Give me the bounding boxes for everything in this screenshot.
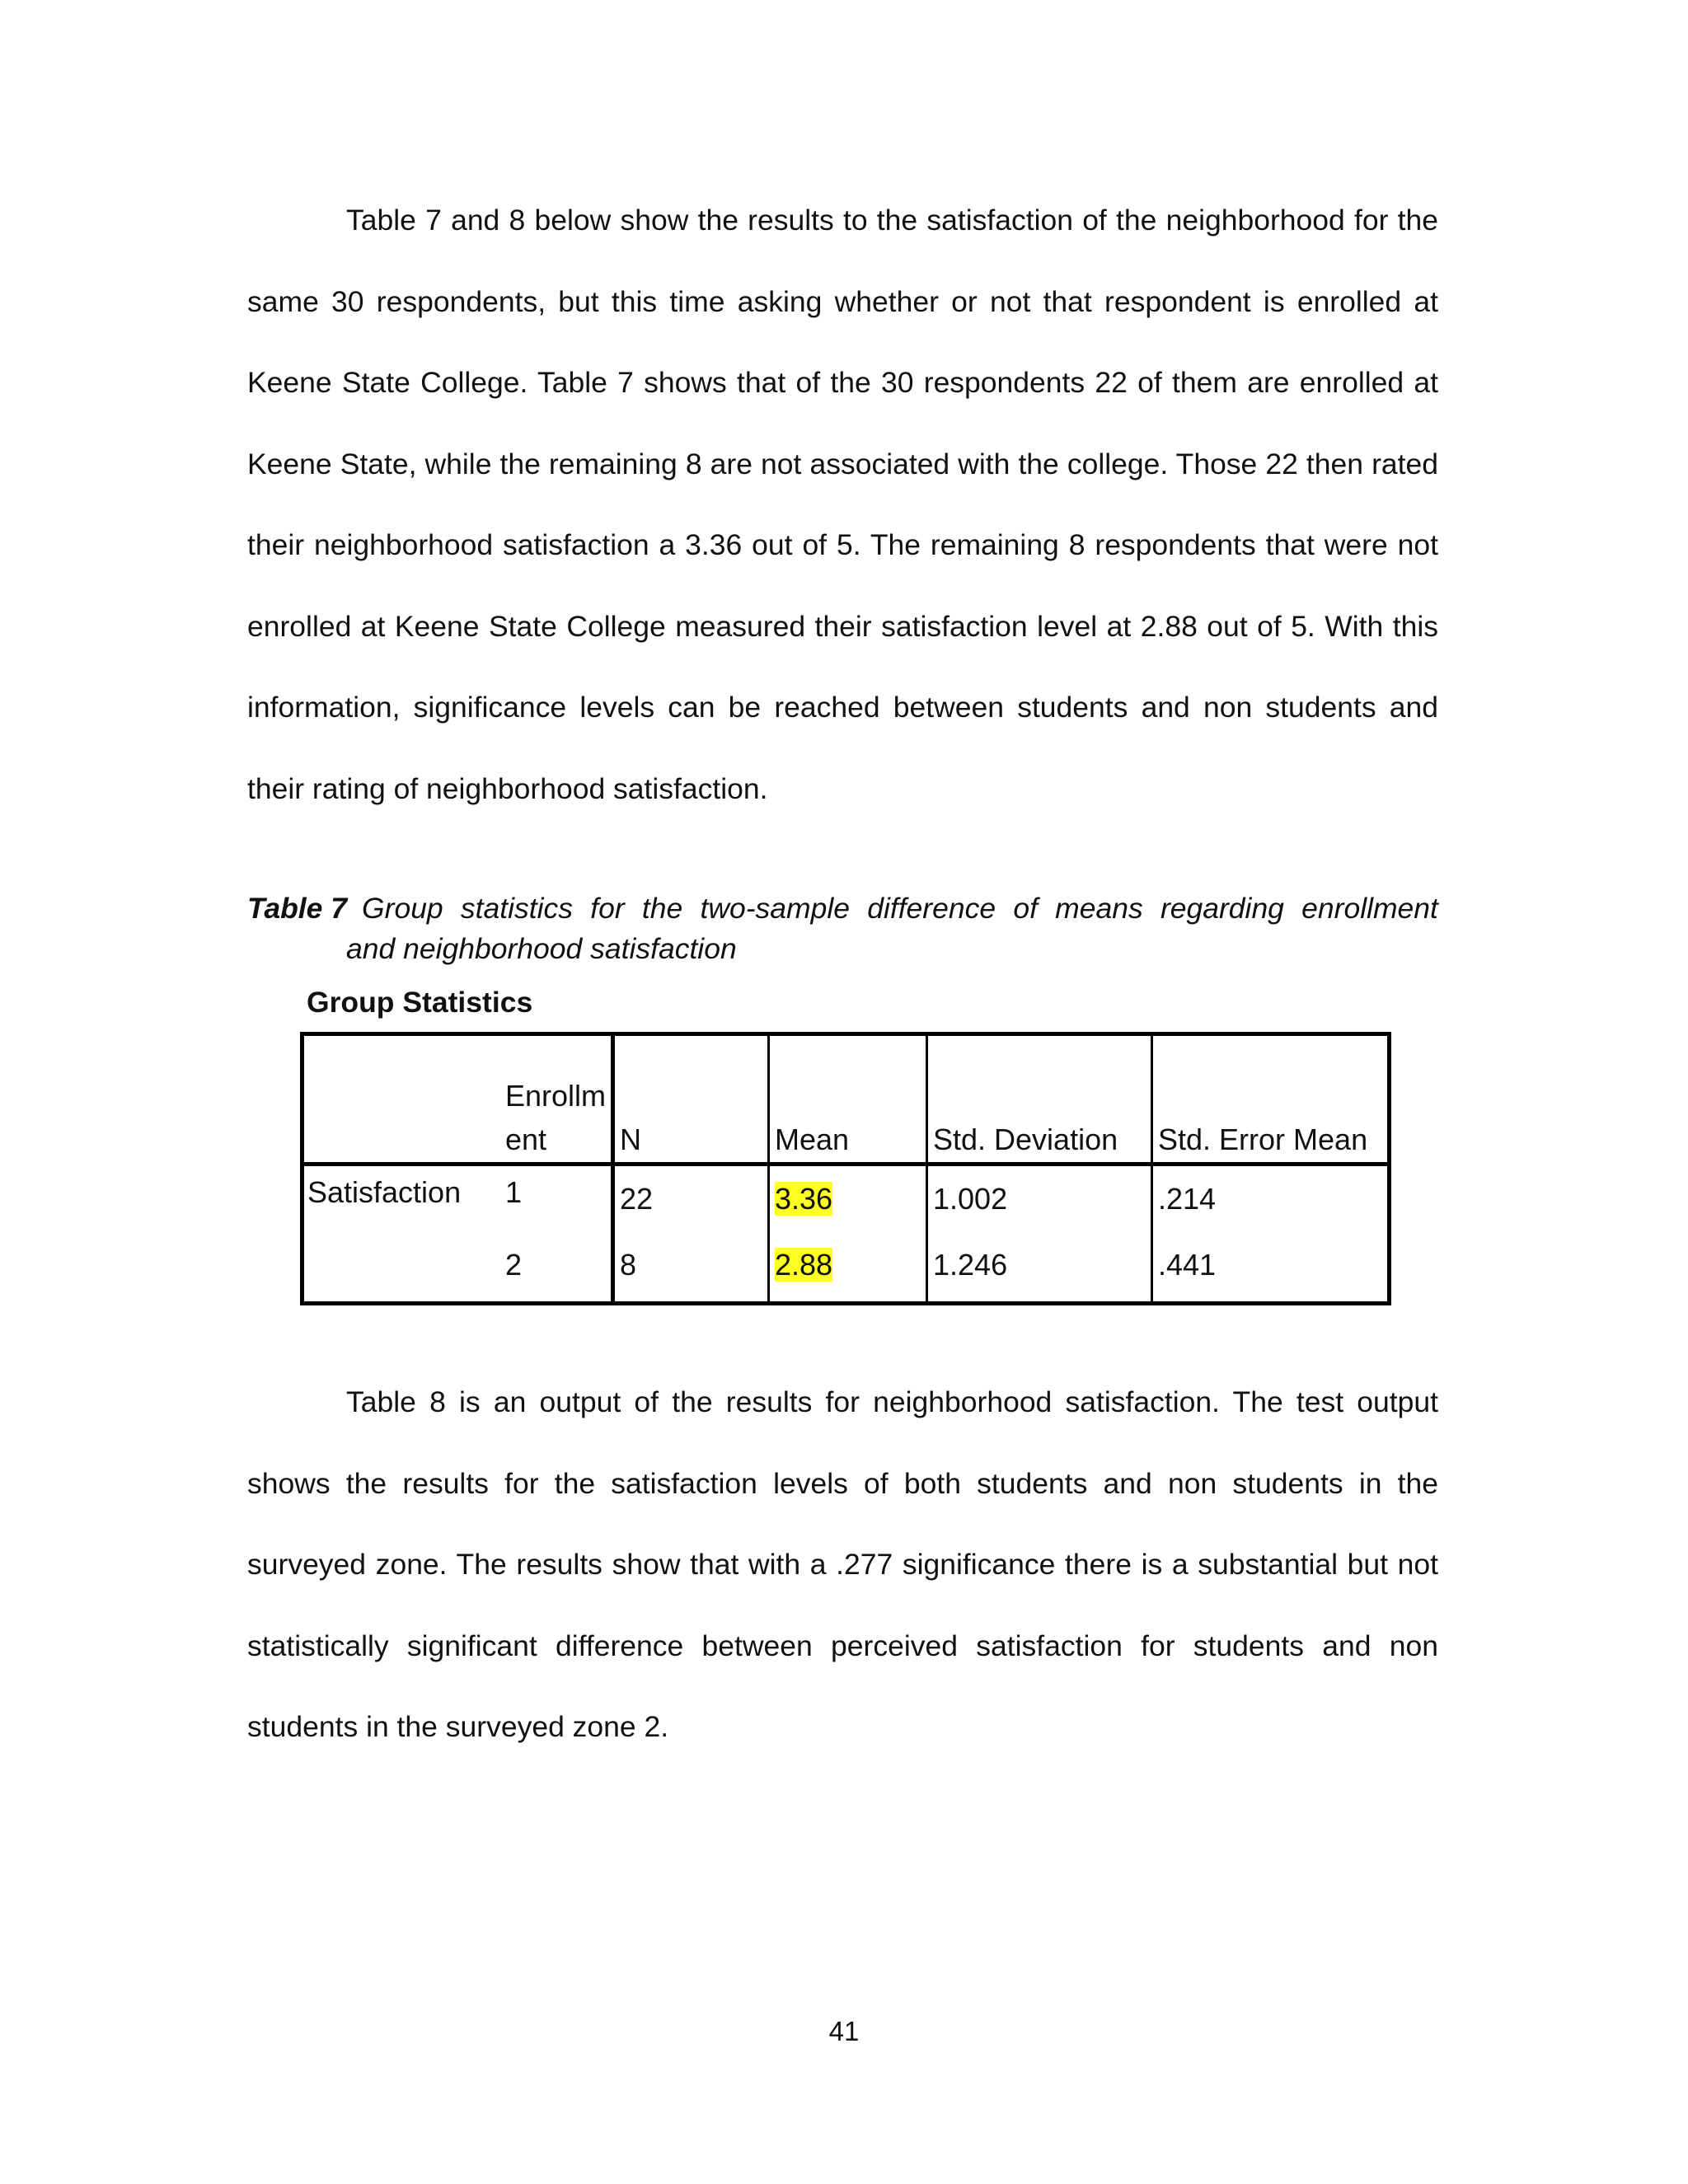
table-row-2-mean: [771, 1244, 924, 1286]
caption-word: two-sample: [700, 892, 850, 925]
table-divider: [926, 1036, 928, 1301]
header-n: N: [620, 1122, 641, 1156]
caption-word: enrollment: [1301, 892, 1438, 925]
header-enrollment-line2: ent: [505, 1122, 547, 1156]
table-divider: [611, 1036, 615, 1301]
caption-label: Table 7: [247, 892, 348, 925]
header-mean: Mean: [775, 1122, 850, 1156]
caption-word: difference: [867, 892, 996, 925]
table-row-1-enrollment: 1: [505, 1175, 523, 1209]
table-row-1-n: 22: [620, 1182, 654, 1216]
table-title: Group Statistics: [307, 986, 533, 1019]
body-paragraph-1: Table 7 and 8 below show the results to the satisfaction of the neighborhood for the same 30 respondents, but this time asking whether or not that respondent is enrolled at Keene State College. Table 7 shows that of the 30 respondents 22 of them are enrolled at Keene State, while the remaining 8 are not associated with the college. Those 22 then rated their neighborhood satisfaction a 3.36 out of 5. The remaining 8 respondents that were not enrolled at Keene State College measured their satisfaction level at 2.88 out of 5. With this information, significance levels can be reached between students and non students and their rating of neighborhood satisfaction.: [247, 204, 1438, 805]
caption-word: for: [590, 892, 625, 925]
page-number: 41: [828, 2016, 860, 2046]
table-divider: [1151, 1036, 1153, 1301]
caption-word: of: [1013, 892, 1038, 925]
row-label-satisfaction: Satisfaction: [307, 1175, 462, 1209]
caption-word: regarding: [1160, 892, 1284, 925]
table-divider: [304, 1162, 1387, 1166]
table-row-2-std-deviation: 1.246: [933, 1248, 1008, 1282]
caption-lead: [247, 888, 443, 929]
header-enrollment-line1: Enrollm: [505, 1079, 607, 1113]
table-row-1-std-error-mean: .214: [1158, 1182, 1217, 1216]
table-row-2-std-error-mean: .441: [1158, 1248, 1217, 1282]
group-statistics-table: [300, 1032, 1391, 1305]
header-enrollment: [502, 1074, 611, 1161]
caption-line-2: and neighborhood satisfaction: [346, 932, 737, 965]
caption-word: means: [1055, 892, 1143, 925]
table-row-2-enrollment: 2: [505, 1248, 523, 1282]
table-row-1-std-deviation: 1.002: [933, 1182, 1008, 1216]
highlighted-value: 2.88: [775, 1248, 833, 1282]
table-caption: [247, 888, 1438, 969]
caption-word: the: [641, 892, 683, 925]
highlighted-value: 3.36: [775, 1182, 833, 1216]
caption-word: statistics: [460, 892, 574, 925]
caption-line-1: [247, 888, 1438, 929]
caption-word: Group: [362, 892, 443, 925]
table-row-1-mean: [771, 1178, 924, 1221]
body-paragraph-2: Table 8 is an output of the results for neighborhood satisfaction. The test output shows the results for the satisfaction levels of both students and non students in the surveyed zone. The results show that with a .277 significance there is a substantial but not statistically significant difference between perceived satisfaction for students and non students in the surveyed zone 2.: [247, 1385, 1438, 1743]
table-row-2-n: 8: [620, 1248, 637, 1282]
header-std-error-mean: Std. Error Mean: [1158, 1122, 1368, 1156]
header-std-deviation: Std. Deviation: [933, 1122, 1118, 1156]
table-divider: [767, 1036, 770, 1301]
